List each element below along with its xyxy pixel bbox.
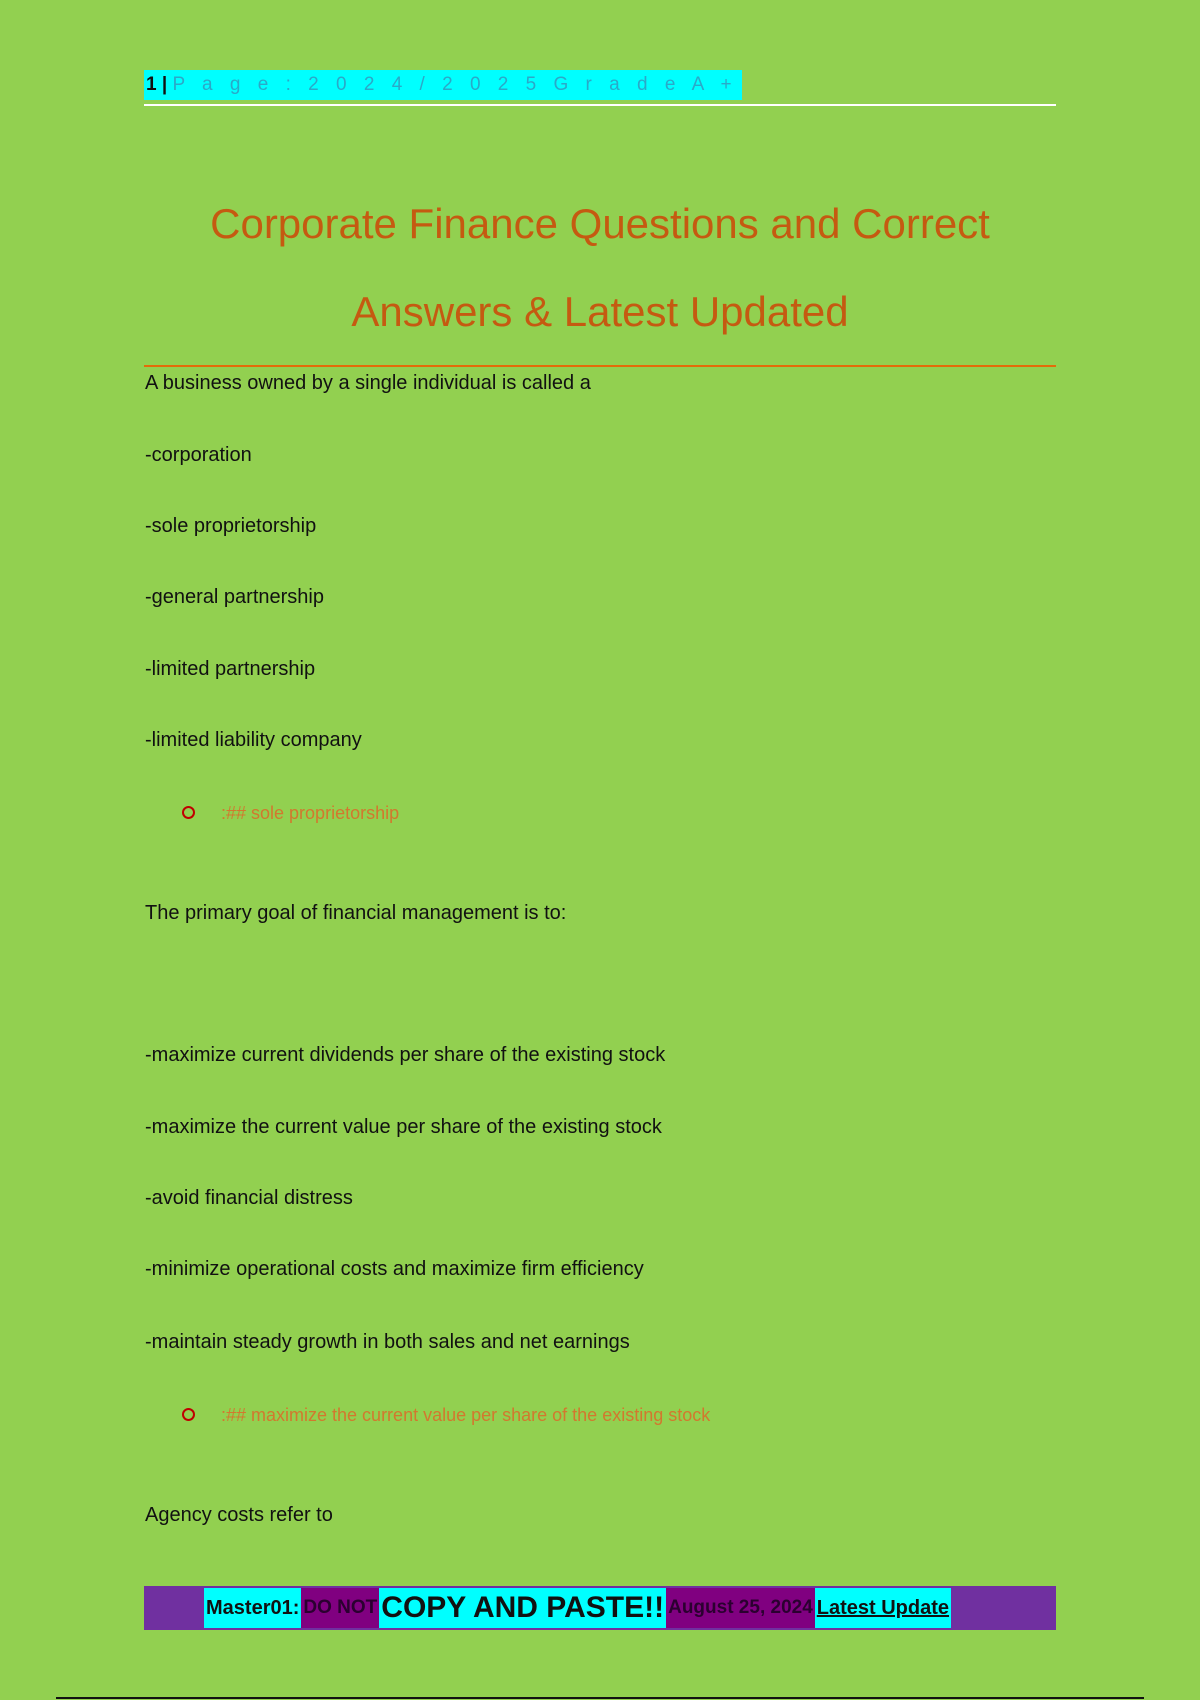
title-line-2: Answers & Latest Updated [351, 288, 849, 335]
footer-copy-warning: COPY AND PASTE!! [379, 1588, 666, 1628]
title-divider [144, 365, 1056, 367]
title-line-1: Corporate Finance Questions and Correct [210, 200, 990, 247]
page-header [144, 70, 1056, 106]
question-2-option: -avoid financial distress [145, 1187, 353, 1209]
circle-bullet-icon [182, 1408, 195, 1421]
question-2-option: -maintain steady growth in both sales and net earnings [145, 1331, 630, 1353]
question-2-answer [182, 1405, 710, 1426]
footer-banner [144, 1586, 1056, 1630]
answer-text: :## maximize the current value per share of the existing stock [221, 1405, 711, 1425]
page-separator: | [156, 74, 173, 95]
question-1-option: -general partnership [145, 586, 324, 608]
footer-date: August 25, 2024 [666, 1588, 815, 1628]
page-tagline: P a g e : 2 0 2 4 / 2 0 2 5 G r a d e A + [172, 74, 738, 95]
question-2-option: -maximize current dividends per share of the existing stock [145, 1044, 666, 1066]
document-title [144, 180, 1056, 356]
question-2-prompt: The primary goal of financial management is to: [145, 902, 567, 924]
question-1-answer [182, 803, 399, 824]
bottom-divider [56, 1697, 1144, 1699]
footer-latest: Latest Update [815, 1588, 951, 1628]
footer-master: Master01: [204, 1588, 301, 1628]
question-1-option: -sole proprietorship [145, 515, 317, 537]
question-1-option: -limited liability company [145, 729, 362, 751]
page-number: 1 [146, 74, 157, 95]
footer-do-not: DO NOT [301, 1588, 379, 1628]
question-1-option: -limited partnership [145, 658, 316, 680]
question-2-option: -maximize the current value per share of the existing stock [145, 1116, 662, 1138]
question-3-prompt: Agency costs refer to [145, 1504, 333, 1526]
page-header-tag [144, 70, 742, 100]
question-1-option: -corporation [145, 444, 252, 466]
question-1-prompt: A business owned by a single individual is called a [145, 372, 591, 394]
question-2-option: -minimize operational costs and maximize firm efficiency [145, 1258, 644, 1280]
answer-text: :## sole proprietorship [221, 803, 400, 823]
circle-bullet-icon [182, 806, 195, 819]
footer-banner-text [204, 1588, 951, 1628]
